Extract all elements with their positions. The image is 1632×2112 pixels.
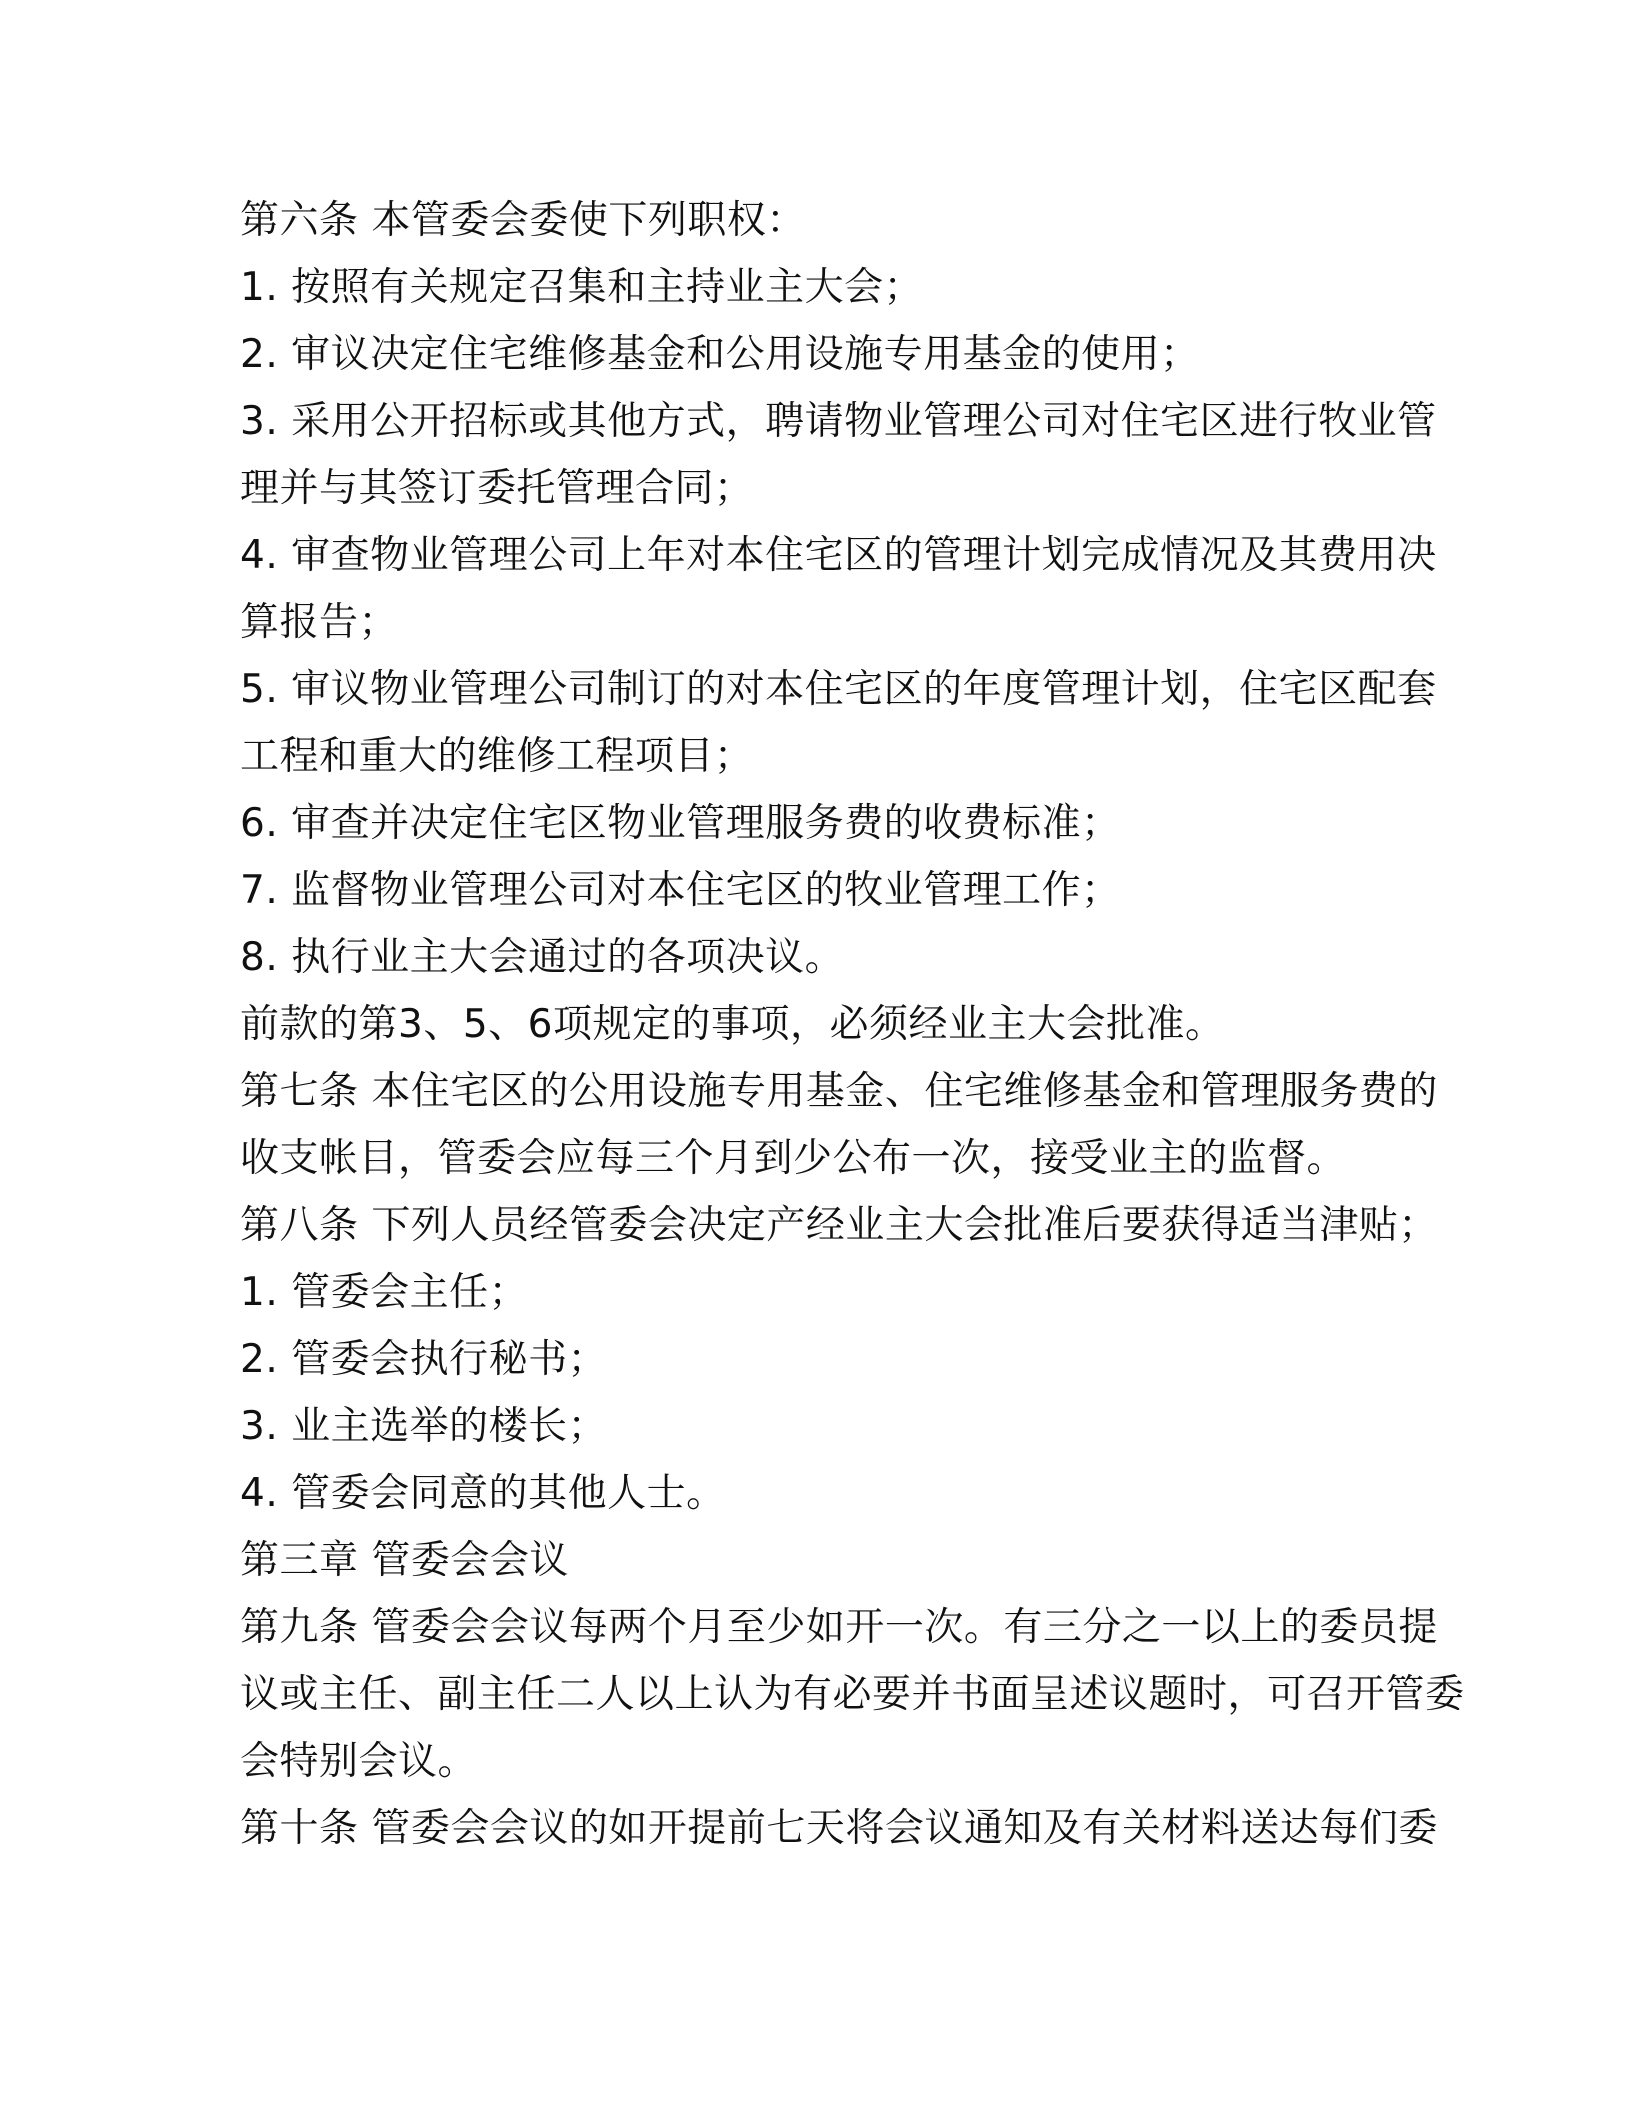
article-6-item-4-cont: 算报告； — [240, 600, 399, 645]
article-7-text-cont: 收支帐目，管委会应每三个月到少公布一次，接受业主的监督。 — [240, 1136, 1347, 1181]
article-6-item-5-cont: 工程和重大的维修工程项目； — [240, 734, 754, 779]
article-7-text: 第七条 本住宅区的公用设施专用基金、住宅维修基金和管理服务费的 — [240, 1069, 1438, 1114]
article-6-item-7: 7. 监督物业管理公司对本住宅区的牧业管理工作； — [240, 868, 1121, 913]
article-6-item-8: 8. 执行业主大会通过的各项决议。 — [240, 935, 845, 980]
article-6-item-3: 3. 采用公开招标或其他方式，聘请物业管理公司对住宅区进行牧业管 — [240, 399, 1437, 444]
article-6-item-6: 6. 审查并决定住宅区物业管理服务费的收费标准； — [240, 801, 1121, 846]
article-6-item-4: 4. 审查物业管理公司上年对本住宅区的管理计划完成情况及其费用决 — [240, 533, 1437, 578]
article-6-note: 前款的第3、5、6项规定的事项，必须经业主大会批准。 — [240, 1002, 1225, 1047]
article-9-text: 第九条 管委会会议每两个月至少如开一次。有三分之一以上的委员提 — [240, 1605, 1438, 1650]
article-9-text-cont-2: 会特别会议。 — [240, 1739, 478, 1784]
article-8-item-4: 4. 管委会同意的其他人士。 — [240, 1471, 726, 1516]
article-6-item-3-cont: 理并与其签订委托管理合同； — [240, 466, 754, 511]
article-6-item-1: 1. 按照有关规定召集和主持业主大会； — [240, 265, 924, 310]
article-6-item-2: 2. 审议决定住宅维修基金和公用设施专用基金的使用； — [240, 332, 1200, 377]
article-8-item-2: 2. 管委会执行秘书； — [240, 1337, 608, 1382]
article-8-item-3: 3. 业主选举的楼长； — [240, 1404, 608, 1449]
chapter-3-heading: 第三章 管委会会议 — [240, 1538, 569, 1583]
article-8-heading: 第八条 下列人员经管委会决定产经业主大会批准后要获得适当津贴； — [240, 1203, 1438, 1248]
article-6-heading: 第六条 本管委会委使下列职权： — [240, 198, 806, 243]
article-8-item-1: 1. 管委会主任； — [240, 1270, 529, 1315]
document-page — [240, 187, 1465, 1862]
article-6-item-5: 5. 审议物业管理公司制订的对本住宅区的年度管理计划，住宅区配套 — [240, 667, 1437, 712]
article-9-text-cont-1: 议或主任、副主任二人以上认为有必要并书面呈述议题时，可召开管委 — [240, 1672, 1465, 1717]
article-10-text: 第十条 管委会会议的如开提前七天将会议通知及有关材料送达每们委 — [240, 1806, 1438, 1851]
